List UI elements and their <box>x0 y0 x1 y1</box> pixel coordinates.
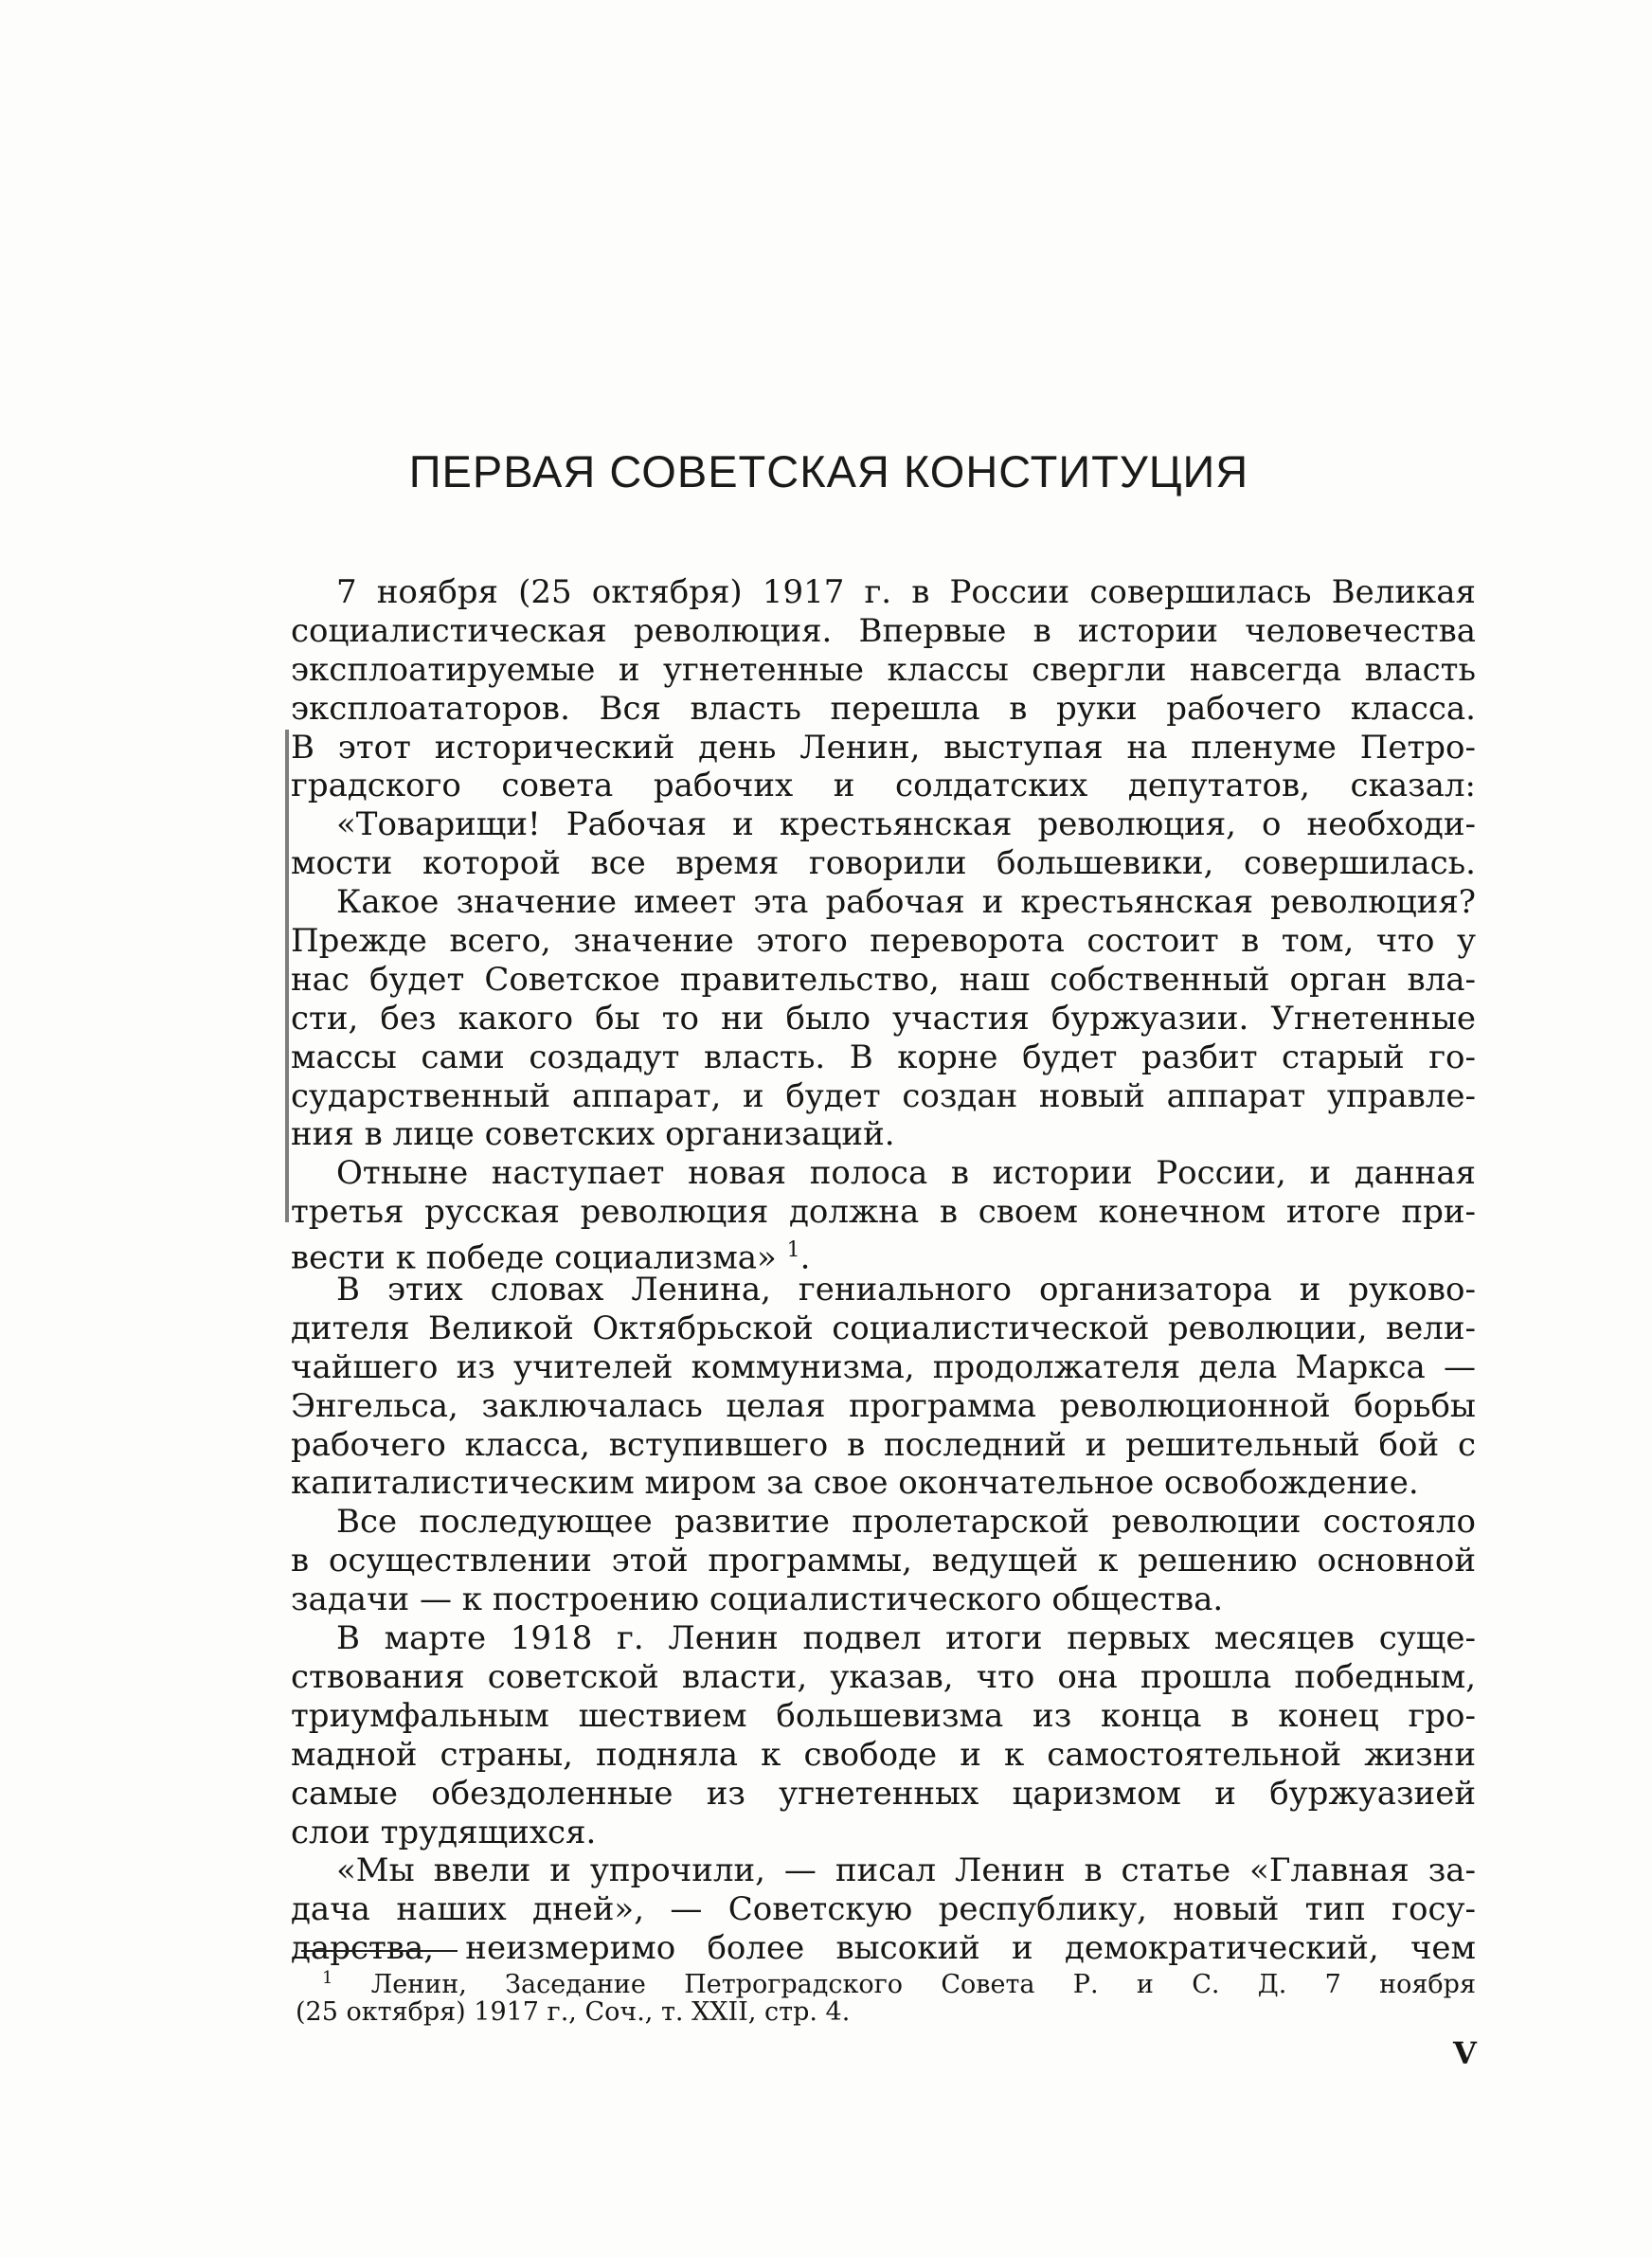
footnote-line-content: Ленин, Заседание Петроградского Совета Р. и С. Д. 7 ноября <box>370 1970 1476 1999</box>
page-title: ПЕРВАЯ СОВЕТСКАЯ КОНСТИТУЦИЯ <box>408 446 1249 497</box>
text-line: В этот исторический день Ленин, выступая на пленуме Петро- <box>291 728 1476 767</box>
footnote-rule <box>301 1950 458 1952</box>
text-line: Прежде всего, значение этого переворота состоит в том, что у <box>291 922 1476 961</box>
text-line: 7 ноября (25 октября) 1917 г. в России совершилась Великая <box>336 573 1476 611</box>
text-line: третья русская революция должна в своем конечном итоге при- <box>291 1193 1476 1232</box>
text-line: дарства, неизмеримо более высокий и демократический, чем <box>291 1929 1476 1968</box>
text-line: чайшего из учителей коммунизма, продолжателя дела Маркса — <box>291 1347 1476 1386</box>
text-line: слои трудящихся. <box>291 1813 597 1851</box>
text-line-with-footnote: вести к победе социализма» $^1$. <box>291 1238 811 1277</box>
text-line: ствования советской власти, указав, что она прошла победным, <box>291 1657 1476 1696</box>
margin-mark <box>285 730 289 1222</box>
text-line: В этих словах Ленина, гениального организатора и руково- <box>336 1271 1476 1309</box>
text-line: капиталистическим миром за свое окончательное освобождение. <box>291 1464 1419 1503</box>
text-line: самые обездоленные из угнетенных царизмом и буржуазией <box>291 1774 1476 1813</box>
text-line: нас будет Советское правительство, наш собственный орган вла- <box>291 960 1476 999</box>
text-line-content: вести к победе социализма» <box>291 1238 777 1277</box>
text-line: Какое значение имеет эта рабочая и крестьянская революция? <box>336 883 1476 922</box>
text-line: рабочего класса, вступившего в последний и решительный бой с <box>291 1425 1476 1464</box>
footnote-line: (25 октября) 1917 г., Соч., т. XXII, стр. 4. <box>296 1997 851 2027</box>
text-line: дителя Великой Октябрьской социалистической революции, вели- <box>291 1309 1476 1347</box>
text-line: Энгельса, заключалась целая программа революционной борьбы <box>291 1386 1476 1425</box>
text-line: В марте 1918 г. Ленин подвел итоги первых месяцев суще- <box>336 1619 1476 1658</box>
text-line: мадной страны, подняла к свободе и к самостоятельной жизни <box>291 1735 1476 1774</box>
text-line: «Мы ввели и упрочили, — писал Ленин в статье «Главная за- <box>336 1851 1476 1890</box>
text-line: дача наших дней», — Советскую республику, новый тип госу- <box>291 1890 1476 1929</box>
text-line: в осуществлении этой программы, ведущей к решению основной <box>291 1542 1476 1580</box>
body-text <box>291 573 1476 1968</box>
text-line: эксплоатируемые и угнетенные классы свергли навсегда власть <box>291 650 1476 689</box>
text-line: сти, без какого бы то ни было участия буржуазии. Угнетенные <box>291 999 1476 1038</box>
text-line: массы сами создадут власть. В корне будет разбит старый го- <box>291 1038 1476 1076</box>
text-line: ния в лице советских организаций. <box>291 1115 895 1154</box>
text-line: эксплоататоров. Вся власть перешла в руки рабочего класса. <box>291 689 1476 728</box>
text-line: Отныне наступает новая полоса в истории России, и данная <box>336 1154 1476 1193</box>
footnote-line <box>296 1961 1476 1999</box>
text-line: градского совета рабочих и солдатских депутатов, сказал: <box>291 767 1476 805</box>
text-line: мости которой все время говорили большевики, совершилась. <box>291 844 1476 883</box>
text-line: сударственный аппарат, и будет создан новый аппарат управле- <box>291 1076 1476 1115</box>
text-line: Все последующее развитие пролетарской революции состояло <box>336 1503 1476 1542</box>
text-line: «Товарищи! Рабочая и крестьянская революция, о необходи- <box>336 805 1476 844</box>
footnote <box>296 1961 1476 2030</box>
page-number: V <box>1453 2035 1477 2071</box>
text-line: задачи — к построению социалистического общества. <box>291 1580 1224 1619</box>
text-line: триумфальным шествием большевизма из конца в конец гро- <box>291 1696 1476 1735</box>
footnote-marker: 1 <box>322 1968 333 1988</box>
footnote-ref: 1 <box>786 1238 800 1263</box>
text-line: социалистическая революция. Впервые в истории человечества <box>291 611 1476 650</box>
